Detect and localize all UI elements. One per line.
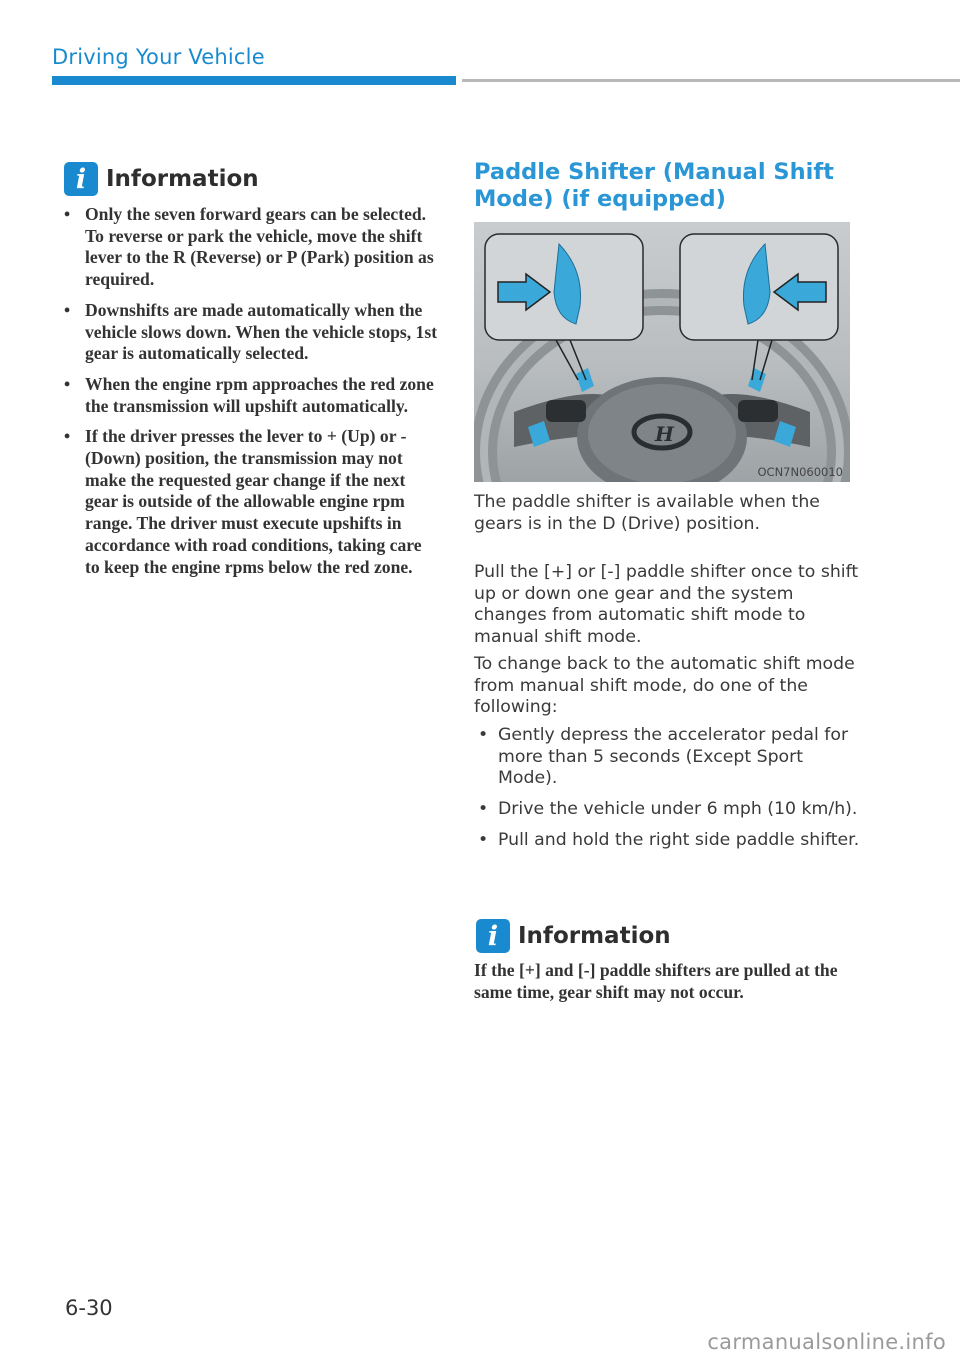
- body-paragraph: Pull the [+] or [-] paddle shifter once to shift up or down one gear and the system changes from automatic shift mode to manual shift mode.: [474, 562, 859, 648]
- section-title: Paddle Shifter (Manual Shift Mode) (if equipped): [474, 159, 834, 212]
- list-item: • Pull and hold the right side paddle shifter.: [474, 830, 864, 852]
- info-heading-label: Information: [518, 923, 671, 949]
- info-icon: i: [64, 162, 98, 196]
- svg-text:H: H: [655, 422, 674, 446]
- list-item: • Only the seven forward gears can be selected. To reverse or park the vehicle, move the shift lever to the R (Reverse) or P (Park) position as required.: [60, 204, 440, 291]
- steering-wheel-illustration: [474, 222, 850, 482]
- body-paragraph: To change back to the automatic shift mode from manual shift mode, do one of the following:: [474, 654, 855, 718]
- page-number: 6-30: [65, 1296, 113, 1320]
- info-heading-1: [64, 162, 259, 196]
- body-paragraph: The paddle shifter is available when the gears is in the D (Drive) position.: [474, 492, 820, 534]
- header-accent-bar: [52, 76, 456, 85]
- change-back-list: [474, 725, 864, 861]
- watermark: carmanualsonline.info: [707, 1330, 946, 1354]
- info-icon: i: [476, 919, 510, 953]
- list-item: • Drive the vehicle under 6 mph (10 km/h).: [474, 799, 864, 821]
- list-item: • Downshifts are made automatically when the vehicle slows down. When the vehicle stops, 1st gear is automatically selected.: [60, 300, 440, 365]
- info-heading-label: Information: [106, 166, 259, 192]
- info-text-2: If the [+] and [-] paddle shifters are pulled at the same time, gear shift may not occur.: [474, 960, 838, 1002]
- running-header: Driving Your Vehicle: [52, 45, 265, 69]
- paddle-shifter-figure: [474, 222, 850, 482]
- list-item: • When the engine rpm approaches the red zone the transmission will upshift automatically.: [60, 374, 440, 417]
- info-heading-2: [476, 919, 671, 953]
- list-item: • If the driver presses the lever to + (Up) or - (Down) position, the transmission may not make the requested gear change if the next gear is outside of the allowable engine rpm range. The driver must execute upshifts in accordance with road conditions, taking care to keep the engine rpms below the red zone.: [60, 426, 440, 578]
- info-list-1: [60, 204, 440, 587]
- list-item: • Gently depress the accelerator pedal for more than 5 seconds (Except Sport Mode).: [474, 725, 864, 790]
- header-rule: [462, 79, 960, 82]
- figure-code: OCN7N060010: [757, 465, 843, 479]
